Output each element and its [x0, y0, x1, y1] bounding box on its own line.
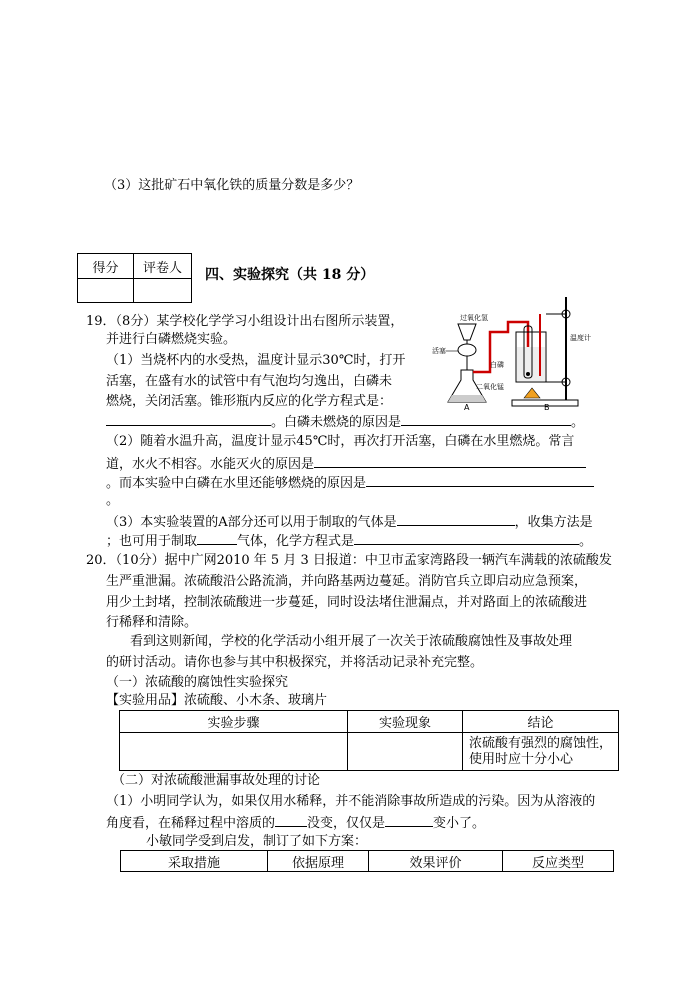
blank-gas-a[interactable] — [397, 513, 515, 526]
q20-line5: 看到这则新闻，学校的化学活动小组开展了一次关于浓硫酸腐蚀性及事故处理 — [130, 634, 573, 649]
q20-line2: 生严重泄漏。浓硫酸沿公路流淌，并向路基两边蔓延。消防官兵立即启动应急预案， — [106, 574, 588, 589]
table2-header-principle: 依据原理 — [268, 851, 369, 872]
grader-cell[interactable] — [134, 279, 192, 303]
table1-phenomenon-cell[interactable] — [348, 733, 463, 771]
experiment-table — [119, 710, 619, 771]
score-table — [77, 253, 192, 303]
table2-header-measure: 采取措施 — [121, 851, 268, 872]
label-h2o2: 过氧化氢 — [460, 314, 488, 322]
q20-line1: 20．（10分）据中广网2010 年 5 月 3 日报道：中卫市孟家湾路段一辆汽车满载的浓硫酸发 — [86, 553, 612, 568]
q19-line6: 。白磷未燃烧的原因是 。 — [106, 413, 584, 431]
q20-p1-line2: 角度看，在稀释过程中溶质的 没变，仅仅是 变小了。 — [106, 816, 486, 831]
blank-gas-b[interactable] — [197, 532, 237, 545]
valve-bulb — [458, 344, 476, 356]
table1-steps-cell[interactable] — [120, 733, 348, 771]
funnel-shape — [458, 324, 476, 340]
blank-equation-b[interactable] — [354, 532, 579, 545]
table2-header-evaluation: 效果评价 — [369, 851, 503, 872]
section-4-title: 四、实验探究（共 18 分） — [205, 267, 375, 283]
q19-line3: （1）当烧杯内的水受热，温度计显示30℃时，打开 — [106, 353, 406, 368]
score-header: 得分 — [78, 254, 134, 279]
q19-line7: （2）随着水温升高，温度计显示45℃时，再次打开活塞，白磷在水里燃烧。常言 — [106, 434, 575, 449]
label-a: A — [464, 403, 470, 412]
q20-p1-line1: （1）小明同学认为，如果仅用水稀释，并不能消除事故所造成的污染。因为从溶液的 — [106, 794, 596, 809]
q20-line3: 用少土封堵，控制浓硫酸进一步蔓延，同时设法堵住泄漏点，并对路面上的浓硫酸进 — [106, 595, 588, 610]
label-b: B — [544, 403, 550, 412]
blank-changed-property[interactable] — [385, 814, 433, 827]
blank-burn-in-water[interactable] — [366, 474, 594, 487]
label-valve: 活塞 — [432, 347, 446, 355]
score-cell[interactable] — [78, 279, 134, 303]
q20-part2-title: （二）对浓硫酸泄漏事故处理的讨论 — [112, 773, 321, 788]
q20-line4: 行稀释和清除。 — [106, 615, 198, 630]
q20-materials: 【实验用品】浓硫酸、小木条、玻璃片 — [106, 693, 328, 708]
plan-table — [120, 850, 614, 872]
q19-line5: 燃烧，关闭活塞。锥形瓶内反应的化学方程式是： — [106, 394, 393, 409]
table1-header-conclusion: 结论 — [463, 711, 619, 733]
table1-conclusion-cell: 浓硫酸有强烈的腐蚀性， 使用时应十分小心 — [463, 733, 619, 771]
q20-line6: 的研讨活动。请你也参与其中积极探究，并将活动记录补充完整。 — [106, 655, 484, 670]
q19-line9: 。而本实验中白磷在水里还能够燃烧的原因是 — [106, 474, 594, 492]
q19-line11: （3）本实验装置的A部分还可以用于制取的气体是 ，收集方法是 — [106, 515, 593, 530]
blank-solute-property[interactable] — [275, 814, 307, 827]
burner-flame — [524, 388, 540, 398]
label-white-p: 白磷 — [490, 361, 504, 369]
table1-header-phenomenon: 实验现象 — [348, 711, 463, 733]
q19-line2: 并进行白磷燃烧实验。 — [106, 332, 237, 347]
blank-equation[interactable] — [106, 413, 271, 426]
q19-line1: 19．（8分）某学校化学学习小组设计出右图所示装置， — [86, 314, 404, 329]
table2-header-reaction-type: 反应类型 — [503, 851, 614, 872]
q19-line10: 。 — [106, 493, 120, 508]
table1-header-steps: 实验步骤 — [120, 711, 348, 733]
label-thermometer: 温度计 — [570, 334, 591, 342]
label-mno2: 二氧化锰 — [476, 383, 504, 391]
blank-reason-not-burning[interactable] — [401, 413, 571, 426]
q20-part1-title: （一）浓硫酸的腐蚀性实验探究 — [106, 675, 289, 690]
q19-line8: 道，水火不相容。水能灭火的原因是 — [106, 455, 586, 473]
q20-p2: 小敏同学受到启发，制订了如下方案： — [146, 834, 368, 849]
q19-line12: ；也可用于制取 气体，化学方程式是 。 — [106, 534, 593, 549]
question-3: （3）这批矿石中氧化铁的质量分数是多少？ — [104, 178, 360, 193]
blank-water-extinguish[interactable] — [314, 455, 586, 468]
apparatus-figure — [428, 292, 608, 412]
q19-line4: 活塞，在盛有水的试管中有气泡均匀逸出，白磷未 — [106, 374, 393, 389]
grader-header: 评卷人 — [134, 254, 192, 279]
